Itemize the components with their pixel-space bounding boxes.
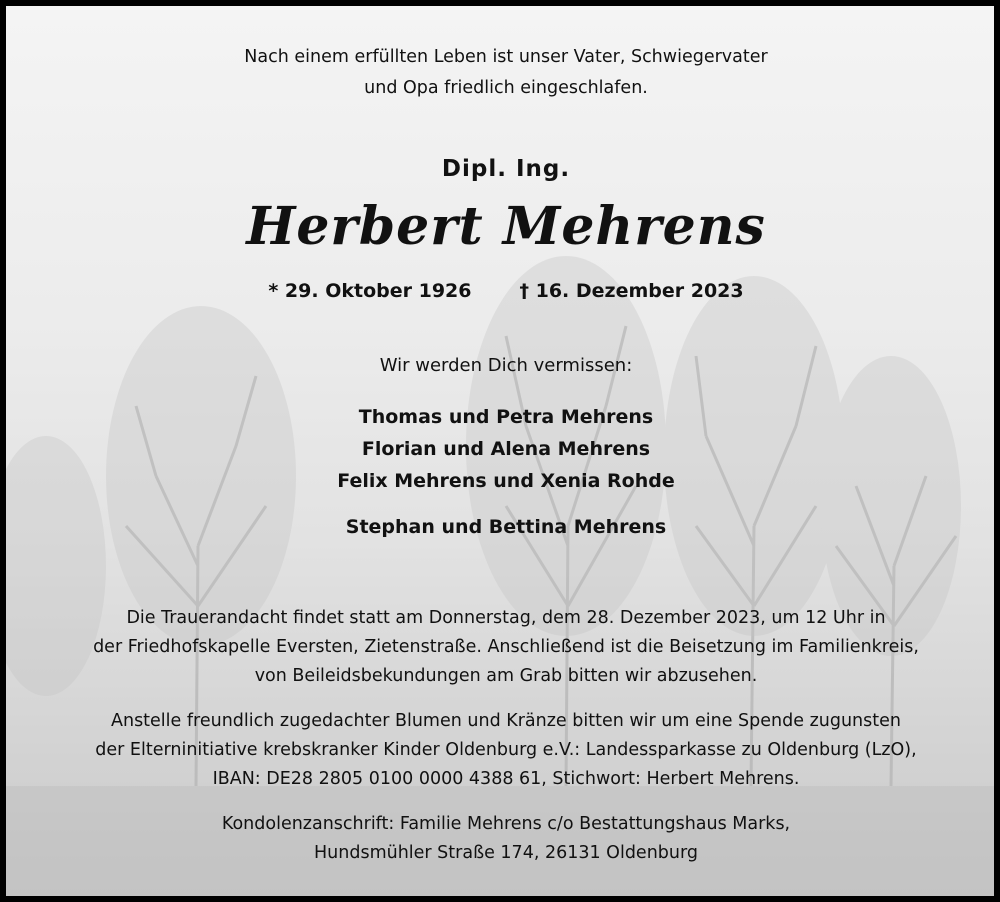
deceased-name: Herbert Mehrens xyxy=(246,196,766,257)
service-line-3: von Beileidsbekundungen am Grab bitten wir abzusehen. xyxy=(254,666,758,686)
donation-line-3: IBAN: DE28 2805 0100 0000 4388 61, Stichwort: Herbert Mehrens. xyxy=(212,769,800,789)
service-line-1: Die Trauerandacht findet statt am Donnerstag, dem 28. Dezember 2023, um 12 Uhr in xyxy=(126,608,886,628)
family-line-4: Stephan und Bettina Mehrens xyxy=(345,516,667,538)
condolence-line-2: Hundsmühler Straße 174, 26131 Oldenburg xyxy=(314,843,698,863)
service-line-2: der Friedhofskapelle Eversten, Zietenstraße. Anschließend ist die Beisetzung im Familienkreis, xyxy=(93,637,919,657)
death-date: † 16. Dezember 2023 xyxy=(519,280,744,302)
obituary-content xyxy=(6,6,1000,902)
family-line-1: Thomas und Petra Mehrens xyxy=(358,406,654,428)
condolence-line-1: Kondolenzanschrift: Familie Mehrens c/o Bestattungshaus Marks, xyxy=(221,814,791,834)
donation-line-2: der Elterninitiative krebskranker Kinder Oldenburg e.V.: Landessparkasse zu Oldenburg (LzO), xyxy=(95,740,917,760)
intro-line-2: und Opa friedlich eingeschlafen. xyxy=(364,78,648,98)
miss-text: Wir werden Dich vermissen: xyxy=(379,355,633,376)
family-line-3: Felix Mehrens und Xenia Rohde xyxy=(337,470,675,492)
academic-title: Dipl. Ing. xyxy=(441,156,571,182)
family-line-2: Florian und Alena Mehrens xyxy=(361,438,651,460)
donation-line-1: Anstelle freundlich zugedachter Blumen und Kränze bitten wir um eine Spende zugunsten xyxy=(111,711,901,731)
birth-date: * 29. Oktober 1926 xyxy=(268,280,472,302)
intro-line-1: Nach einem erfüllten Leben ist unser Vater, Schwiegervater xyxy=(244,47,768,67)
life-dates xyxy=(6,280,1000,302)
